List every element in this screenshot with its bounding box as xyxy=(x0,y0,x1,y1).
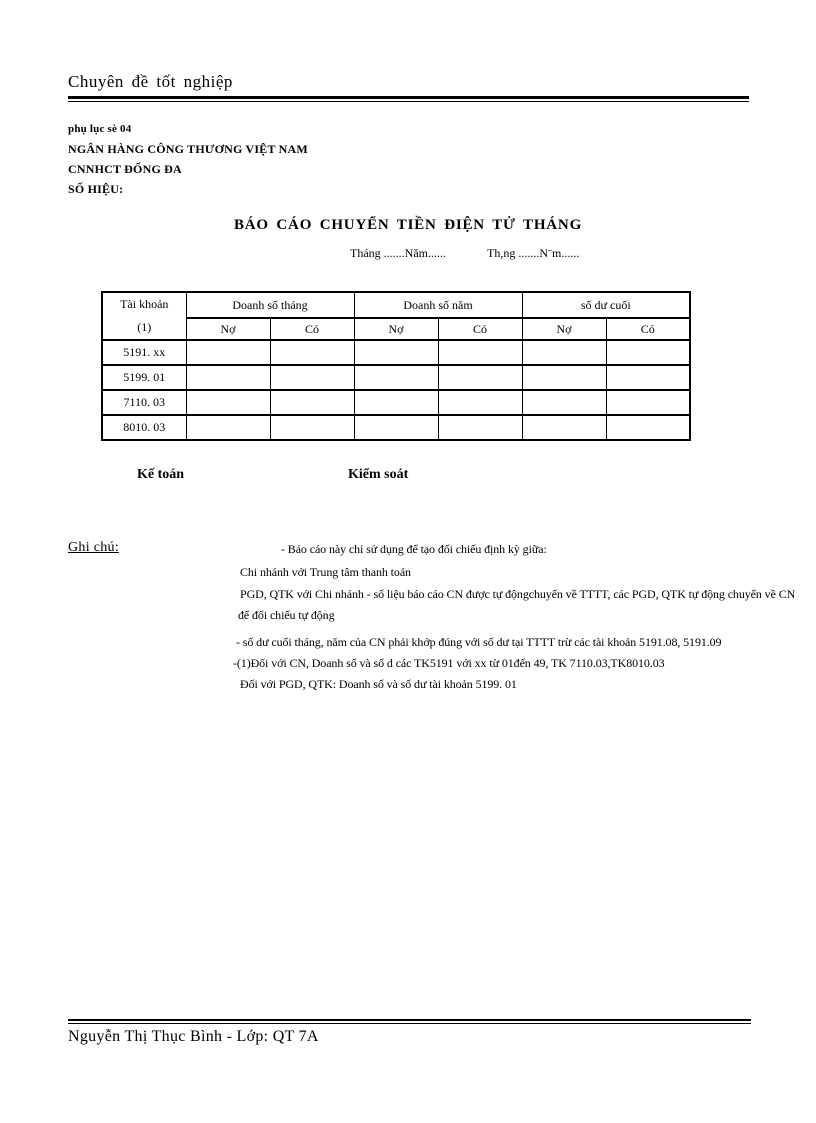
empty-cell xyxy=(606,340,690,365)
note-line: Đối với PGD, QTK: Doanh số và số dư tài khoản 5199. 01 xyxy=(240,677,517,691)
empty-cell xyxy=(186,415,270,440)
empty-cell xyxy=(186,365,270,390)
subheader-credit-month: Có xyxy=(270,318,354,340)
account-column-header-line2: (1) xyxy=(137,320,152,334)
signature-accountant: Kế toán xyxy=(137,467,185,482)
note-line: Chi nhánh với Trung tâm thanh toán xyxy=(240,565,411,579)
table-row xyxy=(102,390,690,415)
signature-controller: Kiểm soát xyxy=(348,467,409,482)
empty-cell xyxy=(270,415,354,440)
group-header-month-turnover: Doanh số tháng xyxy=(186,292,354,318)
subheader-debit-month: Nợ xyxy=(186,318,270,340)
period-label-month-year: Tháng .......Năm...... xyxy=(350,246,446,260)
running-header-title: Chuyên đề tốt nghiệp xyxy=(68,72,233,91)
table-subheader-row xyxy=(102,318,690,340)
report-title: BÁO CÁO CHUYỂN TIỀN ĐIỆN TỬ THÁNG xyxy=(233,217,583,233)
empty-cell xyxy=(270,390,354,415)
account-column-header xyxy=(102,292,186,340)
table-group-header-row xyxy=(102,292,690,318)
empty-cell xyxy=(438,390,522,415)
footer-author: Nguyễn Thị Thục Bình - Lớp: QT 7A xyxy=(68,1028,319,1045)
empty-cell xyxy=(354,365,438,390)
empty-cell xyxy=(606,390,690,415)
subheader-credit-balance: Có xyxy=(606,318,690,340)
empty-cell xyxy=(186,390,270,415)
empty-cell xyxy=(354,415,438,440)
subheader-credit-year: Có xyxy=(438,318,522,340)
empty-cell xyxy=(522,340,606,365)
empty-cell xyxy=(438,340,522,365)
table-row xyxy=(102,340,690,365)
subheader-debit-year: Nợ xyxy=(354,318,438,340)
note-line: để đối chiếu tự động xyxy=(238,608,335,622)
group-header-year-turnover: Doanh số năm xyxy=(354,292,522,318)
empty-cell xyxy=(438,415,522,440)
empty-cell xyxy=(606,415,690,440)
table-row xyxy=(102,415,690,440)
account-cell: 8010. 03 xyxy=(102,415,186,440)
note-line: PGD, QTK với Chi nhánh - số liệu báo cáo CN được tự độngchuyển về TTTT, các PGD, QTK tự động chuyển về CN xyxy=(240,587,796,601)
account-cell: 5199. 01 xyxy=(102,365,186,390)
group-header-ending-balance: số dư cuối xyxy=(522,292,690,318)
empty-cell xyxy=(606,365,690,390)
footer-rule xyxy=(68,1019,751,1024)
note-line: -(1)Đối với CN, Doanh số và số d các TK5191 với xx từ 01đến 49, TK 7110.03,TK8010.03 xyxy=(233,656,665,670)
empty-cell xyxy=(438,365,522,390)
account-cell: 5191. xx xyxy=(102,340,186,365)
empty-cell xyxy=(186,340,270,365)
empty-cell xyxy=(522,415,606,440)
period-label-month-year-legacy: Th,ng .......N¨m...... xyxy=(487,246,580,260)
letterhead xyxy=(68,119,308,199)
report-table xyxy=(101,291,691,441)
letterhead-ref-label: SỐ HIỆU: xyxy=(68,182,124,196)
table-row xyxy=(102,365,690,390)
note-line: - số dư cuối tháng, năm của CN phải khớp đúng với số dư tại TTTT trừ các tài khoản 5191.08, 5191.09 xyxy=(236,635,722,649)
letterhead-appendix: phụ lục sè 04 xyxy=(68,123,132,135)
empty-cell xyxy=(270,340,354,365)
empty-cell xyxy=(270,365,354,390)
letterhead-branch: CNNHCT ĐỐNG ĐA xyxy=(68,162,182,176)
header-rule xyxy=(68,96,749,102)
account-column-header-line1: Tài khoản xyxy=(120,297,169,311)
empty-cell xyxy=(522,365,606,390)
empty-cell xyxy=(522,390,606,415)
note-line: - Báo cáo này chỉ sử dụng để tạo đối chiếu định kỳ giữa: xyxy=(281,542,547,556)
empty-cell xyxy=(354,390,438,415)
notes-label: Ghi chú: xyxy=(68,540,120,555)
empty-cell xyxy=(354,340,438,365)
letterhead-bank-name: NGÂN HÀNG CÔNG THƯƠNG VIỆT NAM xyxy=(68,142,308,156)
account-cell: 7110. 03 xyxy=(102,390,186,415)
subheader-debit-balance: Nợ xyxy=(522,318,606,340)
